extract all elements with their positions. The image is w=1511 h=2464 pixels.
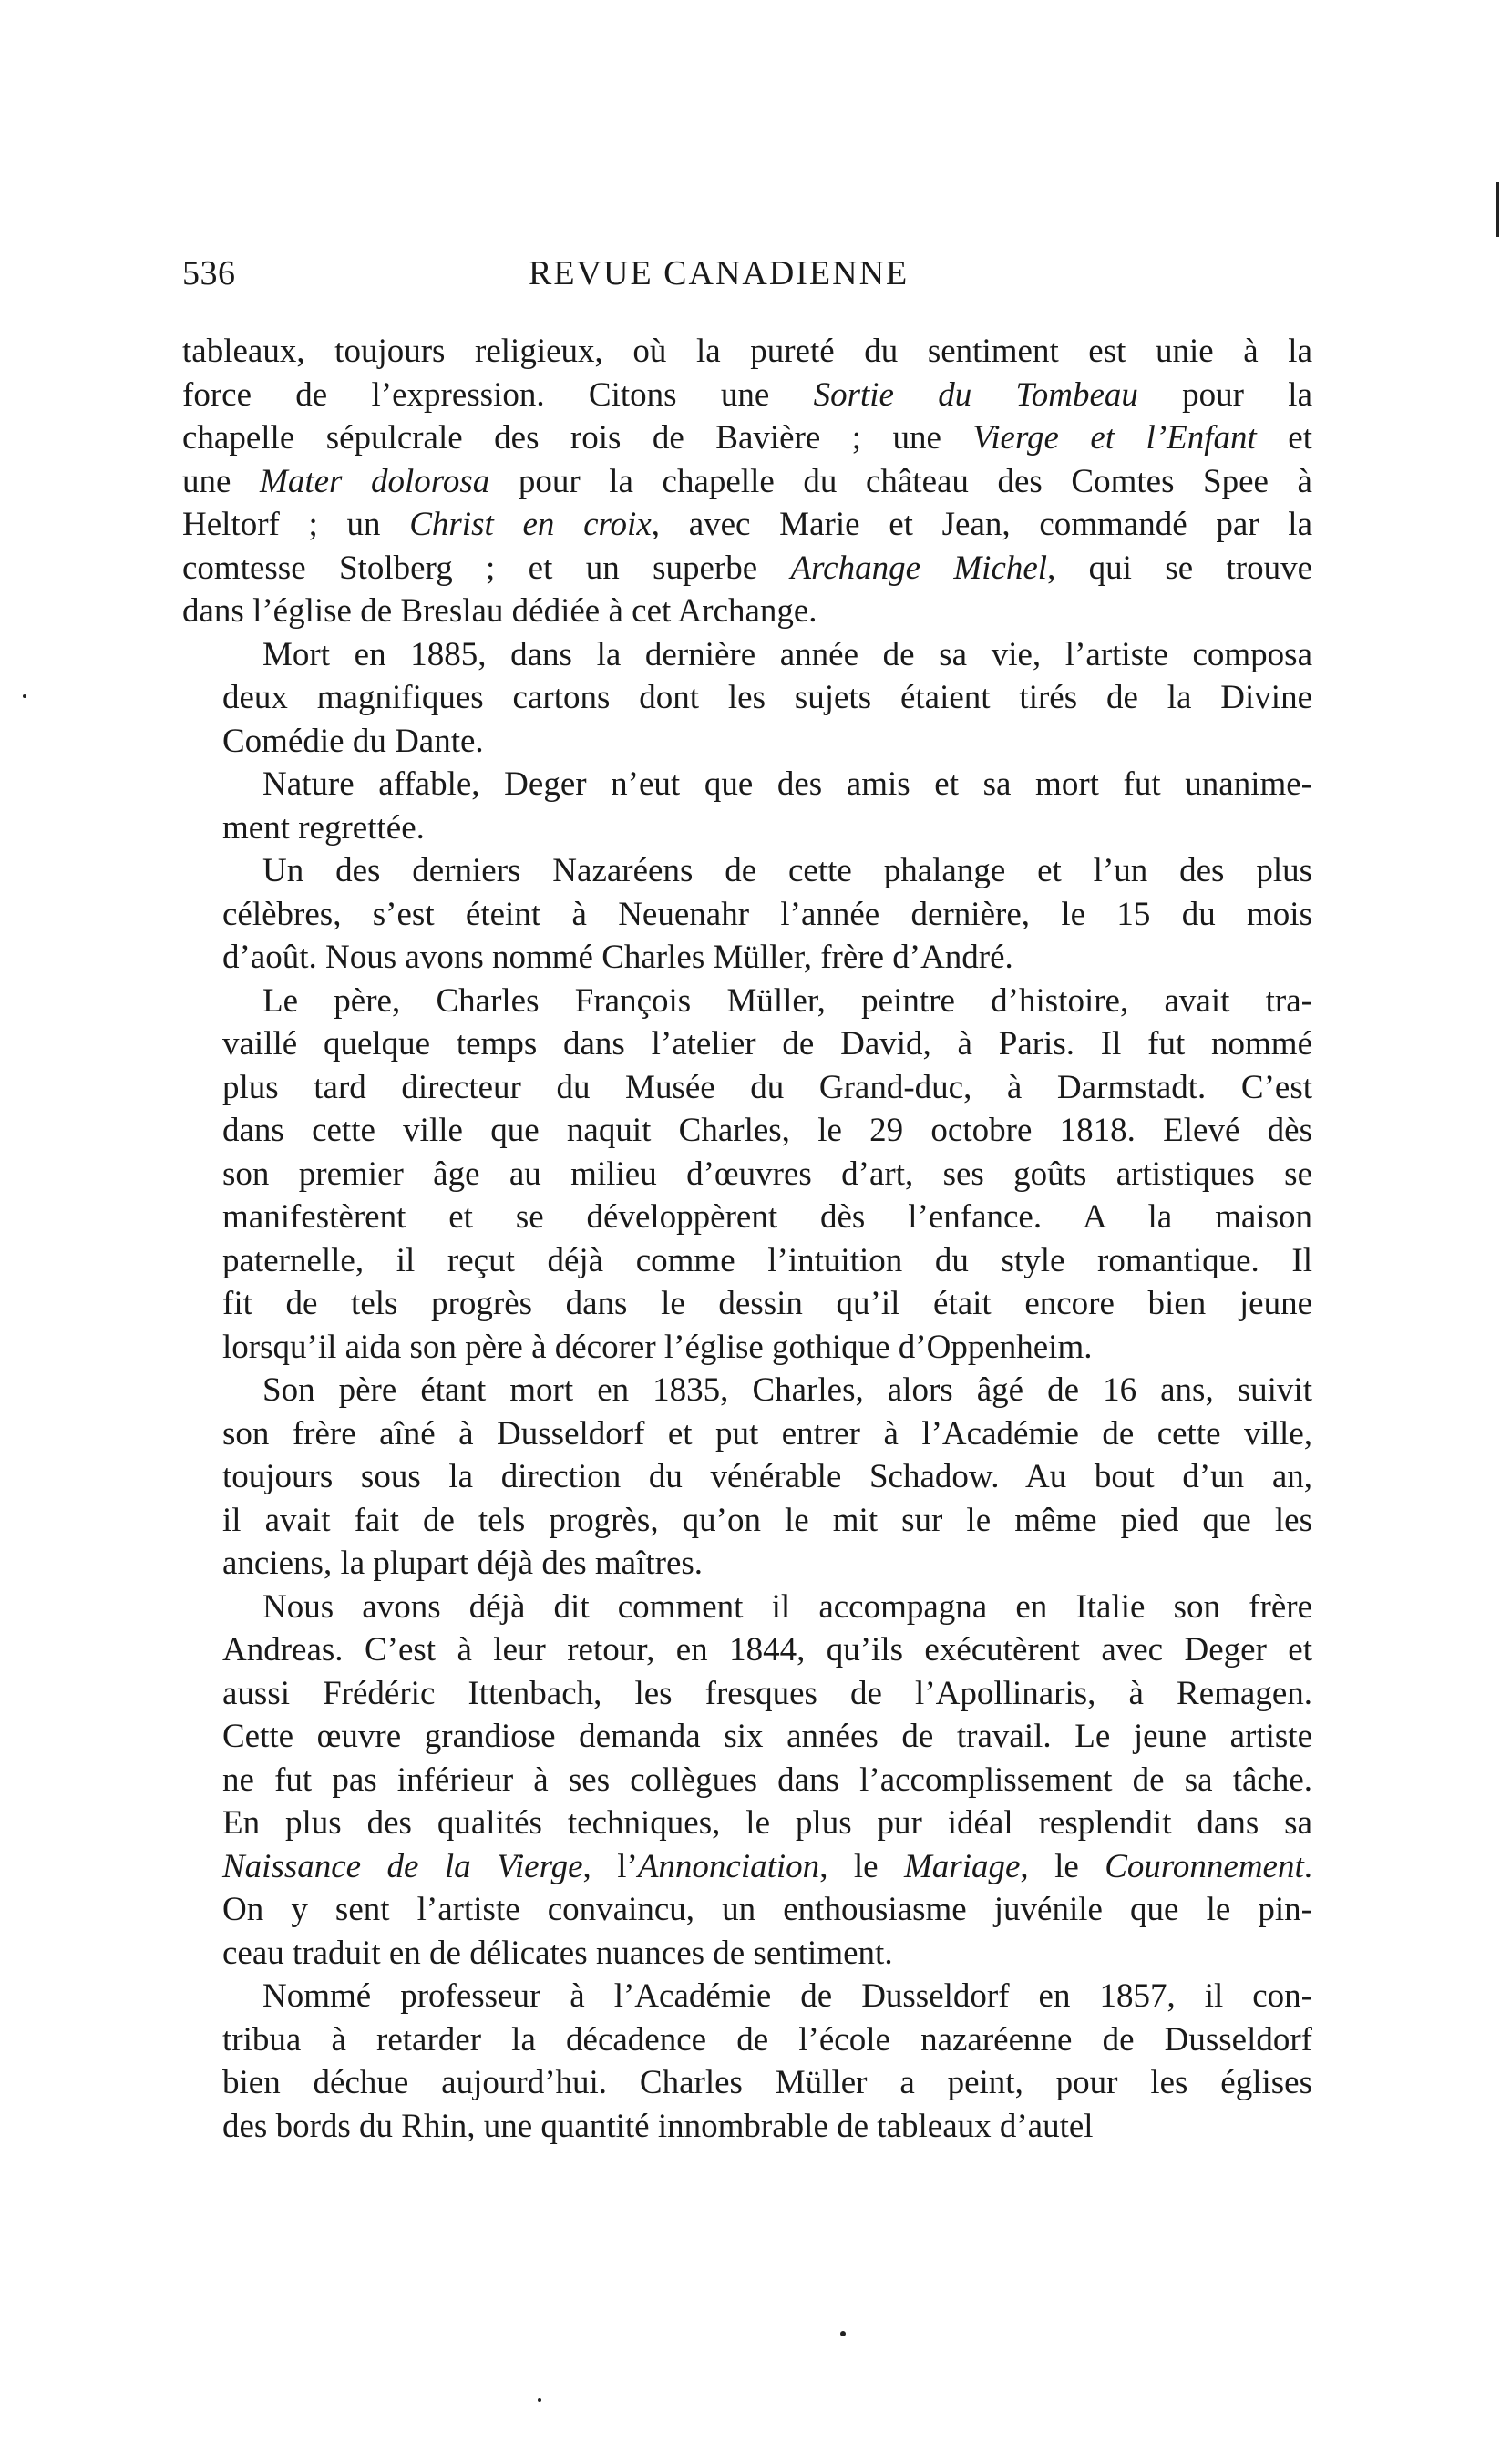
paragraph <box>182 330 1312 633</box>
text-line <box>182 330 1312 374</box>
text-run: Andreas. C’est à leur retour, en 1844, qu’ils exécutèrent avec Deger et <box>222 1631 1312 1668</box>
text-run: fit de tels progrès dans le dessin qu’il était encore bien jeune <box>222 1285 1312 1322</box>
text-line <box>182 1022 1312 1066</box>
italic-title: Naissance de la Vierge <box>222 1847 583 1885</box>
text-line <box>182 1888 1312 1932</box>
text-line <box>182 1282 1312 1326</box>
text-run: pour la chapelle du château des Comtes Spee à <box>489 462 1312 500</box>
text-run: deux magnifiques cartons dont les sujets étaient tirés de la Divine <box>222 679 1312 716</box>
paragraph <box>182 1369 1312 1586</box>
text-run: toujours sous la direction du vénérable Schadow. Au bout d’un an, <box>222 1458 1312 1495</box>
text-run: vaillé quelque temps dans l’atelier de David, à Paris. Il fut nommé <box>222 1025 1312 1063</box>
text-run: ment regrettée. <box>222 808 425 847</box>
text-line <box>182 1975 1312 2018</box>
text-line <box>182 893 1312 937</box>
text-run: aussi Frédéric Ittenbach, les fresques de l’Apollinaris, à Remagen. <box>222 1674 1312 1712</box>
text-run: Heltorf ; un <box>182 506 410 543</box>
text-line <box>182 849 1312 893</box>
text-line <box>182 980 1312 1023</box>
text-line <box>182 416 1312 460</box>
paragraph <box>182 633 1312 764</box>
text-line <box>182 1369 1312 1412</box>
italic-title: Annonciation <box>637 1847 820 1885</box>
text-run: Cette œuvre grandiose demanda six années de travail. Le jeune artiste <box>222 1718 1312 1755</box>
page-number: 536 <box>182 254 236 293</box>
text-line <box>182 1066 1312 1110</box>
text-line <box>182 2018 1312 2062</box>
text-line <box>182 1586 1312 1629</box>
text-run: On y sent l’artiste convaincu, un enthousiasme juvénile que le pin- <box>222 1891 1312 1928</box>
text-run: des bords du Rhin, une quantité innombrable de tableaux d’autel <box>222 2107 1094 2145</box>
text-run: dans cette ville que naquit Charles, le 29 octobre 1818. Elevé dès <box>222 1112 1312 1149</box>
text-run: une <box>182 462 261 500</box>
text-line <box>182 1326 1312 1370</box>
paragraph <box>182 849 1312 980</box>
page-speck <box>840 2331 846 2336</box>
text-run: manifestèrent et se développèrent dès l’enfance. A la maison <box>222 1198 1312 1236</box>
text-run: , le <box>1020 1847 1105 1885</box>
text-line <box>182 936 1312 980</box>
text-run: ne fut pas inférieur à ses collègues dans l’accomplissement de sa tâche. <box>222 1761 1312 1799</box>
text-run: son frère aîné à Dusseldorf et put entrer à l’Académie de cette ville, <box>222 1414 1312 1453</box>
text-run: En plus des qualités techniques, le plus pur idéal resplendit dans sa <box>222 1804 1312 1842</box>
text-run: pour la <box>1137 375 1312 414</box>
text-run: et <box>1256 419 1312 457</box>
text-run: comtesse Stolberg ; et un superbe <box>182 549 791 587</box>
italic-title: Couronnement <box>1105 1847 1304 1885</box>
text-line <box>182 1499 1312 1543</box>
italic-title: Vierge et l’Enfant <box>972 419 1257 457</box>
text-line <box>182 1759 1312 1802</box>
paragraph <box>182 1975 1312 2148</box>
text-run: paternelle, il reçut déjà comme l’intuition du style romantique. Il <box>222 1241 1312 1279</box>
italic-title: Mater dolorosa <box>260 462 490 500</box>
text-line <box>182 1672 1312 1716</box>
text-run: Son père étant mort en 1835, Charles, alors âgé de 16 ans, suivit <box>262 1371 1312 1409</box>
text-line <box>182 374 1312 417</box>
text-run: Un des derniers Nazaréens de cette phalange et l’un des plus <box>262 852 1312 889</box>
italic-title: Sortie du Tombeau <box>813 375 1138 414</box>
text-run: . <box>1303 1847 1312 1885</box>
text-run: Le père, Charles François Müller, peintre d’histoire, avait tra- <box>262 981 1312 1020</box>
text-line <box>182 1109 1312 1153</box>
text-run: bien déchue aujourd’hui. Charles Müller a peint, pour les églises <box>222 2064 1312 2101</box>
paragraph <box>182 1586 1312 1976</box>
text-run: tableaux, toujours religieux, où la pureté du sentiment est unie à la <box>182 333 1312 370</box>
text-run: Mort en 1885, dans la dernière année de sa vie, l’artiste composa <box>262 635 1312 673</box>
text-line <box>182 1239 1312 1283</box>
text-line <box>182 1715 1312 1759</box>
text-line <box>182 1802 1312 1845</box>
text-line <box>182 1932 1312 1976</box>
text-run: , l’ <box>582 1847 638 1885</box>
body-text <box>182 330 1312 2148</box>
text-run: Comédie du Dante. <box>222 722 484 760</box>
text-line <box>182 1196 1312 1239</box>
text-run: anciens, la plupart déjà des maîtres. <box>222 1545 704 1582</box>
paragraph <box>182 763 1312 849</box>
text-line <box>182 1542 1312 1586</box>
text-run: il avait fait de tels progrès, qu’on le mit sur le même pied que les <box>222 1501 1312 1539</box>
text-run: Nous avons déjà dit comment il accompagna en Italie son frère <box>262 1587 1312 1626</box>
text-line <box>182 763 1312 806</box>
text-run: chapelle sépulcrale des rois de Bavière ; une <box>182 419 973 457</box>
text-line <box>182 676 1312 720</box>
text-run: célèbres, s’est éteint à Neuenahr l’année dernière, le 15 du mois <box>222 895 1312 933</box>
page-header <box>182 253 1340 308</box>
text-run: tribua à retarder la décadence de l’école nazaréenne de Dusseldorf <box>222 2020 1312 2058</box>
text-line <box>182 633 1312 677</box>
text-line <box>182 1455 1312 1499</box>
text-run: Nommé professeur à l’Académie de Dusseldorf en 1857, il con- <box>262 1977 1312 2015</box>
text-line <box>182 503 1312 547</box>
text-run: lorsqu’il aida son père à décorer l’église gothique d’Oppenheim. <box>222 1328 1093 1366</box>
text-run: force de l’expression. Citons une <box>182 375 814 414</box>
text-line <box>182 2105 1312 2149</box>
text-line <box>182 1628 1312 1672</box>
running-head: REVUE CANADIENNE <box>529 254 910 293</box>
text-line <box>182 590 1312 633</box>
text-run: , le <box>819 1847 904 1885</box>
text-run: , avec Marie et Jean, commandé par la <box>651 506 1312 543</box>
italic-title: Archange Michel <box>790 549 1048 587</box>
text-run: d’août. Nous avons nommé Charles Müller, frère d’André. <box>222 939 1013 976</box>
text-run: dans l’église de Breslau dédiée à cet Archange. <box>182 592 817 630</box>
text-run: Nature affable, Deger n’eut que des amis et sa mort fut unanime- <box>262 765 1312 803</box>
text-line <box>182 2061 1312 2105</box>
text-line <box>182 1153 1312 1196</box>
text-run: plus tard directeur du Musée du Grand-duc, à Darmstadt. C’est <box>222 1068 1312 1106</box>
text-line <box>182 547 1312 590</box>
text-line <box>182 806 1312 850</box>
text-line <box>182 1412 1312 1456</box>
text-run: , qui se trouve <box>1047 549 1313 587</box>
italic-title: Mariage <box>903 1847 1021 1885</box>
text-run: ceau traduit en de délicates nuances de sentiment. <box>222 1934 893 1972</box>
text-line <box>182 1845 1312 1889</box>
text-line <box>182 720 1312 764</box>
page-speck <box>538 2398 541 2402</box>
paragraph <box>182 980 1312 1370</box>
margin-scan-mark <box>1496 182 1499 237</box>
margin-speck <box>23 694 26 698</box>
text-run: son premier âge au milieu d’œuvres d’art, ses goûts artistiques se <box>222 1155 1312 1193</box>
italic-title: Christ en croix <box>409 506 652 543</box>
text-line <box>182 460 1312 504</box>
